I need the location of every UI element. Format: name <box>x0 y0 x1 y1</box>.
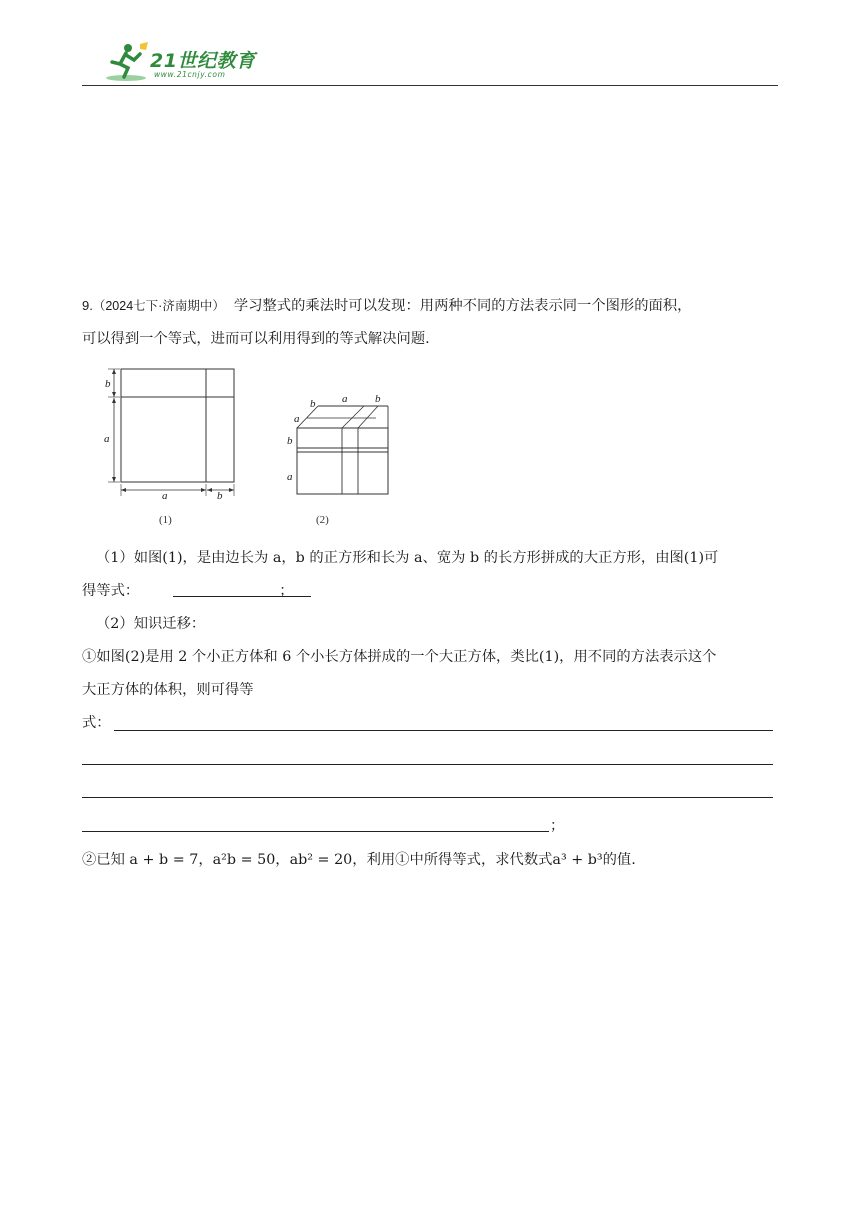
big-square <box>121 369 234 482</box>
intro-text-2: 可以得到一个等式，进而可以利用得到的等式解决问题. <box>82 331 430 347</box>
logo-title: 21世纪教育 <box>150 50 256 72</box>
fig2-label-b-top-right: b <box>375 393 381 405</box>
question-number: 9. <box>82 298 93 313</box>
sub1-line2: 大正方体的体积，则可得等 <box>82 682 254 698</box>
part1-line1: （1）如图(1)，是由边长为 a，b 的正方形和长为 a、宽为 b 的长方形拼成的大正方形，由图(1)可 <box>96 550 719 566</box>
fig2-label-a-side-lower: a <box>287 471 293 483</box>
logo <box>104 40 304 86</box>
fig2-caption: (2) <box>316 514 329 526</box>
page-header <box>82 40 778 86</box>
sub1-answer-blank-4[interactable] <box>82 831 549 832</box>
question-source: （2024七下·济南期中） <box>92 299 225 313</box>
part2-title: （2）知识迁移： <box>96 616 206 632</box>
fig1-label-b-left: b <box>105 378 111 390</box>
figure-1 <box>96 362 246 528</box>
runner-logo-icon <box>104 40 150 86</box>
sub1-answer-blank-3[interactable] <box>82 797 773 798</box>
cube-front-face <box>297 428 388 494</box>
sub1-line1: ①如图(2)是用 2 个小正方体和 6 个小长方体拼成的一个大正方体，类比(1)，用不同的方法表示这个 <box>82 649 717 665</box>
intro-text-1: 学习整式的乘法时可以发现：用两种不同的方法表示同一个图形的面积， <box>233 298 692 314</box>
figure-2 <box>280 388 400 530</box>
fig2-label-b-top-left: b <box>310 398 316 410</box>
fig2-label-b-side: b <box>287 435 293 447</box>
fig1-caption: (1) <box>159 514 172 526</box>
part1-line2 <box>82 581 293 601</box>
fig1-label-a-left: a <box>104 433 110 445</box>
fig1-label-a-bottom: a <box>162 490 168 502</box>
part1-answer-blank[interactable] <box>173 596 311 597</box>
logo-url: www.21cnjy.com <box>154 70 226 79</box>
question-intro-line1 <box>82 296 691 316</box>
sub2-text: ②已知 a + b = 7，a²b = 50，ab² = 20，利用①中所得等式，求代数式a³ + b³的值. <box>82 852 636 868</box>
fig2-label-a-side-upper: a <box>294 413 300 425</box>
header-divider <box>82 85 778 86</box>
sub1-end: ； <box>550 818 565 834</box>
sub1-answer-blank-1[interactable] <box>114 730 773 731</box>
part1-suffix: ； <box>279 583 294 599</box>
sub1-line3-prefix: 式： <box>82 715 111 731</box>
fig1-label-b-bottom: b <box>217 490 223 502</box>
part1-prefix: 得等式： <box>82 583 140 599</box>
sub1-answer-blank-2[interactable] <box>82 764 773 765</box>
fig2-label-a-top: a <box>342 393 348 405</box>
